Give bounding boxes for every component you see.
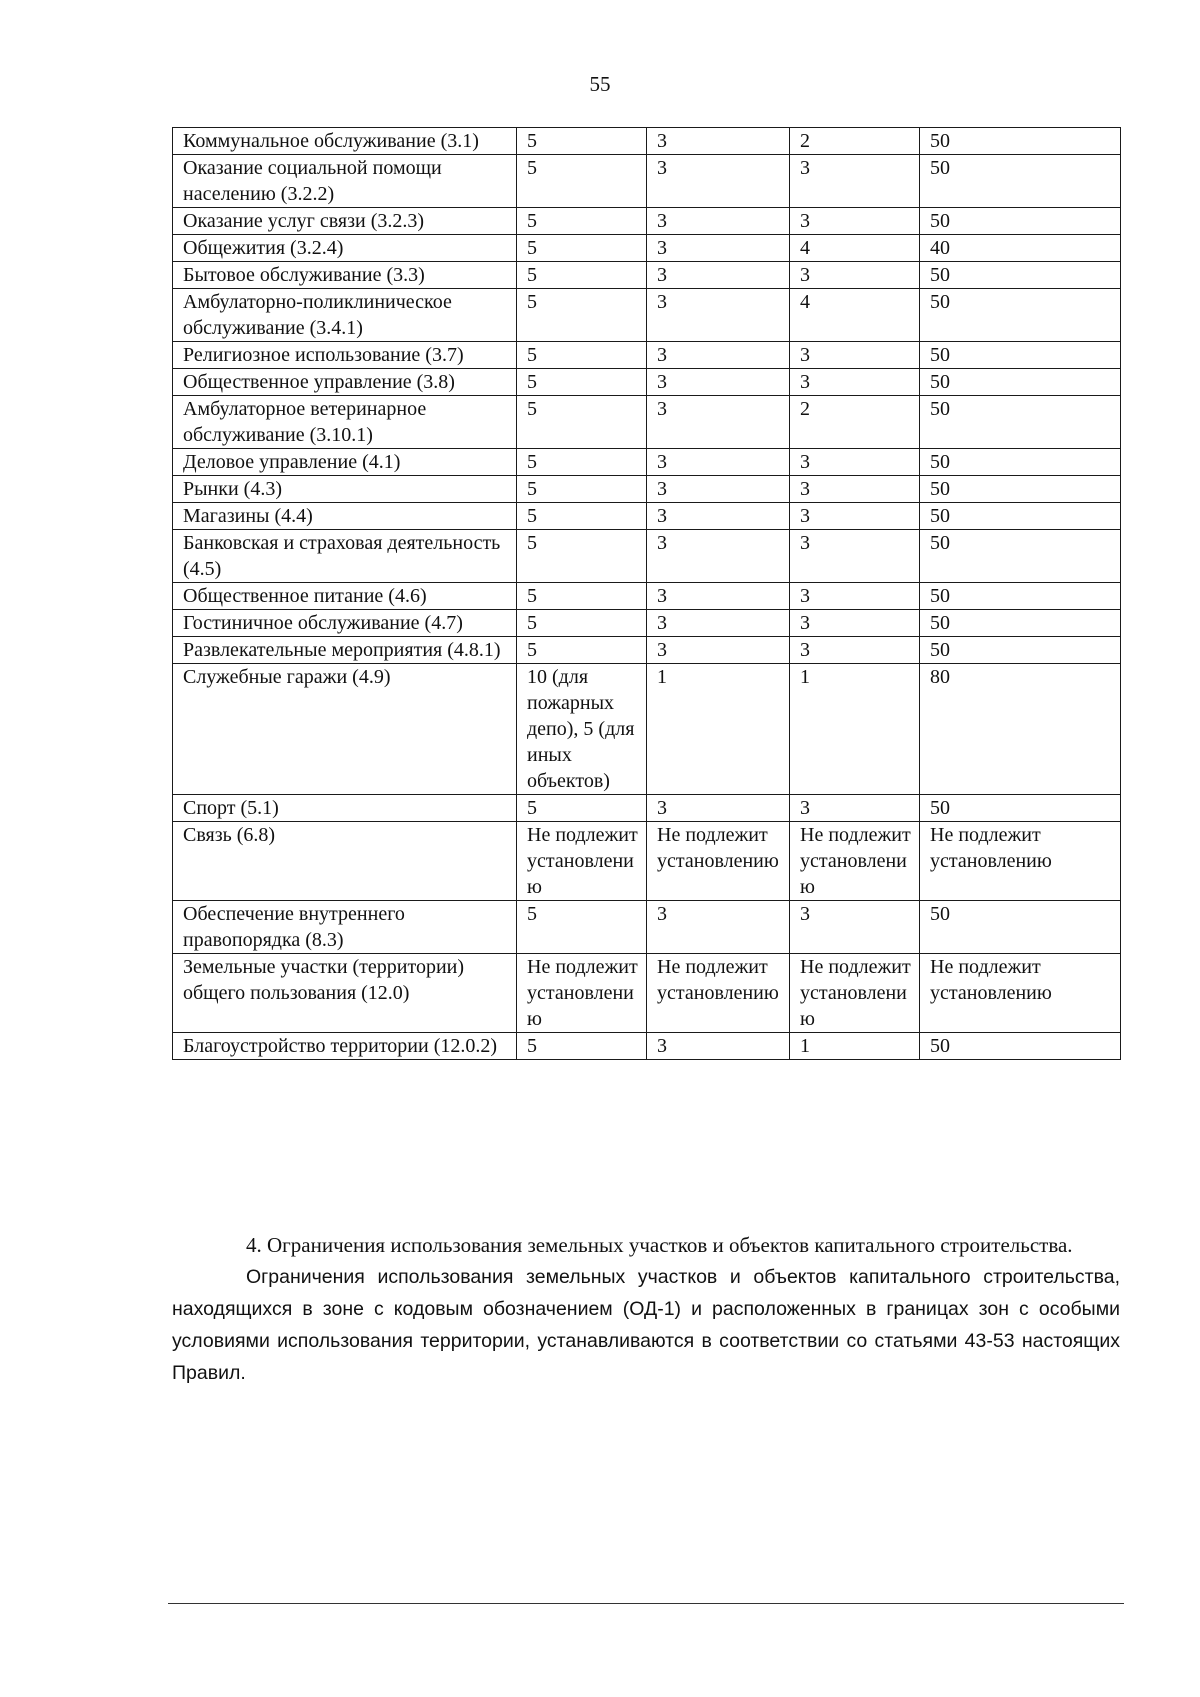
table-row: [173, 637, 1121, 664]
table-cell-value: 10 (для пожарных депо), 5 (для иных объектов): [517, 664, 647, 795]
table-cell-use-type: Земельные участки (территории) общего пользования (12.0): [173, 954, 517, 1033]
table-cell-value: 5: [517, 128, 647, 155]
table-cell-value: 3: [790, 610, 920, 637]
table-cell-value: 50: [920, 155, 1121, 208]
table-cell-use-type: Связь (6.8): [173, 822, 517, 901]
table-row: [173, 342, 1121, 369]
table-cell-value: 50: [920, 208, 1121, 235]
footer-divider: [168, 1603, 1124, 1604]
table-cell-use-type: Общежития (3.2.4): [173, 235, 517, 262]
table-cell-value: 5: [517, 503, 647, 530]
table-cell-use-type: Банковская и страховая деятельность (4.5): [173, 530, 517, 583]
table-row: [173, 128, 1121, 155]
table-cell-value: 50: [920, 795, 1121, 822]
table-row: [173, 476, 1121, 503]
table-cell-value: 5: [517, 530, 647, 583]
table-cell-value: 50: [920, 503, 1121, 530]
table-cell-value: 50: [920, 637, 1121, 664]
table-cell-value: 3: [647, 476, 790, 503]
table-cell-value: 5: [517, 369, 647, 396]
table-cell-value: 3: [790, 503, 920, 530]
table-cell-value: 50: [920, 530, 1121, 583]
table-cell-use-type: Оказание услуг связи (3.2.3): [173, 208, 517, 235]
table-cell-value: 3: [790, 208, 920, 235]
table-cell-value: 3: [647, 289, 790, 342]
table-cell-value: 5: [517, 155, 647, 208]
table-cell-value: 5: [517, 795, 647, 822]
table-cell-value: 80: [920, 664, 1121, 795]
table-cell-value: 3: [647, 901, 790, 954]
table-cell-value: 5: [517, 901, 647, 954]
table-row: [173, 235, 1121, 262]
table-row: [173, 449, 1121, 476]
table-cell-use-type: Религиозное использование (3.7): [173, 342, 517, 369]
table-cell-value: 3: [790, 583, 920, 610]
table-row: [173, 822, 1121, 901]
table-cell-value: 5: [517, 610, 647, 637]
table-cell-value: 5: [517, 208, 647, 235]
table-cell-use-type: Рынки (4.3): [173, 476, 517, 503]
table-cell-value: 50: [920, 1033, 1121, 1060]
table-cell-value: 5: [517, 396, 647, 449]
section-paragraph: Ограничения использования земельных участков и объектов капитального строительства, находящихся в зоне с кодовым обозначением (ОД-1) и расположенных в границах зон с особыми условиями использования территории, устанавливаются в соответствии со статьями 43-53 настоящих Правил.: [172, 1266, 1120, 1384]
table-cell-value: 1: [790, 664, 920, 795]
table-cell-use-type: Общественное управление (3.8): [173, 369, 517, 396]
table-cell-value: Не подлежит установлению: [790, 822, 920, 901]
table-cell-value: 3: [790, 342, 920, 369]
table-row: [173, 208, 1121, 235]
table-cell-value: 5: [517, 449, 647, 476]
table-cell-value: 50: [920, 583, 1121, 610]
table-cell-value: 50: [920, 901, 1121, 954]
table-cell-value: 3: [647, 235, 790, 262]
table-cell-value: 5: [517, 342, 647, 369]
table-cell-value: Не подлежит установлению: [647, 954, 790, 1033]
table-cell-value: 3: [647, 155, 790, 208]
table-cell-value: 3: [647, 449, 790, 476]
table-cell-use-type: Амбулаторно-поликлиническое обслуживание (3.4.1): [173, 289, 517, 342]
table-row: [173, 155, 1121, 208]
table-cell-value: Не подлежит установлению: [647, 822, 790, 901]
table-row: [173, 369, 1121, 396]
table-cell-value: 50: [920, 396, 1121, 449]
table-cell-value: 4: [790, 289, 920, 342]
table-cell-value: 50: [920, 610, 1121, 637]
table-cell-value: 3: [647, 795, 790, 822]
table-cell-use-type: Бытовое обслуживание (3.3): [173, 262, 517, 289]
table-row: [173, 954, 1121, 1033]
table-cell-value: 3: [647, 342, 790, 369]
table-cell-use-type: Оказание социальной помощи населению (3.2.2): [173, 155, 517, 208]
table-cell-use-type: Общественное питание (4.6): [173, 583, 517, 610]
table-row: [173, 530, 1121, 583]
table-cell-use-type: Амбулаторное ветеринарное обслуживание (3.10.1): [173, 396, 517, 449]
table-cell-value: 5: [517, 262, 647, 289]
table-row: [173, 289, 1121, 342]
section-heading: 4. Ограничения использования земельных участков и объектов капитального строительства.: [246, 1233, 1073, 1257]
table-row: [173, 503, 1121, 530]
table-cell-value: 3: [790, 476, 920, 503]
table-row: [173, 795, 1121, 822]
table-cell-value: 3: [790, 262, 920, 289]
table-cell-value: 5: [517, 235, 647, 262]
table-cell-use-type: Гостиничное обслуживание (4.7): [173, 610, 517, 637]
table-cell-value: 50: [920, 289, 1121, 342]
table-cell-value: 3: [647, 503, 790, 530]
table-cell-value: Не подлежит установлению: [517, 954, 647, 1033]
table-cell-use-type: Деловое управление (4.1): [173, 449, 517, 476]
table-cell-value: 50: [920, 262, 1121, 289]
table-cell-use-type: Служебные гаражи (4.9): [173, 664, 517, 795]
table-cell-value: 4: [790, 235, 920, 262]
table-body: [173, 128, 1121, 1060]
table-cell-value: 3: [790, 449, 920, 476]
table-cell-value: 50: [920, 128, 1121, 155]
parameters-table: [172, 127, 1120, 1060]
table-cell-value: Не подлежит установлению: [790, 954, 920, 1033]
table-row: [173, 583, 1121, 610]
table-cell-value: 3: [647, 637, 790, 664]
table-cell-value: 5: [517, 476, 647, 503]
table-cell-value: Не подлежит установлению: [517, 822, 647, 901]
table-row: [173, 1033, 1121, 1060]
table-cell-value: 3: [647, 128, 790, 155]
table-row: [173, 664, 1121, 795]
table-cell-value: 3: [647, 1033, 790, 1060]
table-cell-value: 2: [790, 396, 920, 449]
table-cell-value: 2: [790, 128, 920, 155]
table-cell-value: 3: [790, 369, 920, 396]
table-cell-value: 3: [790, 155, 920, 208]
table-cell-value: 5: [517, 637, 647, 664]
table-cell-value: 40: [920, 235, 1121, 262]
table-cell-value: Не подлежит установлению: [920, 954, 1121, 1033]
table-cell-use-type: Магазины (4.4): [173, 503, 517, 530]
table-cell-value: 3: [647, 208, 790, 235]
table-cell-use-type: Обеспечение внутреннего правопорядка (8.3): [173, 901, 517, 954]
table-cell-value: 50: [920, 476, 1121, 503]
table-cell-value: Не подлежит установлению: [920, 822, 1121, 901]
table-cell-value: 1: [790, 1033, 920, 1060]
table-cell-value: 3: [790, 901, 920, 954]
section-text: [172, 1229, 1120, 1389]
table-cell-value: 5: [517, 289, 647, 342]
table-cell-value: 3: [647, 396, 790, 449]
table-cell-value: 3: [647, 583, 790, 610]
table-cell-value: 3: [790, 795, 920, 822]
table-cell-use-type: Благоустройство территории (12.0.2): [173, 1033, 517, 1060]
table-cell-value: 3: [647, 530, 790, 583]
table-cell-value: 5: [517, 583, 647, 610]
table-cell-use-type: Коммунальное обслуживание (3.1): [173, 128, 517, 155]
table-cell-value: 5: [517, 1033, 647, 1060]
table-cell-use-type: Спорт (5.1): [173, 795, 517, 822]
table-cell-value: 3: [647, 369, 790, 396]
table-cell-use-type: Развлекательные мероприятия (4.8.1): [173, 637, 517, 664]
table-cell-value: 1: [647, 664, 790, 795]
table-cell-value: 3: [790, 637, 920, 664]
table-row: [173, 396, 1121, 449]
table-cell-value: 3: [647, 610, 790, 637]
page-number: 55: [589, 72, 611, 96]
table-row: [173, 262, 1121, 289]
table-cell-value: 3: [647, 262, 790, 289]
table-cell-value: 50: [920, 369, 1121, 396]
table-cell-value: 3: [790, 530, 920, 583]
table-row: [173, 901, 1121, 954]
table-cell-value: 50: [920, 342, 1121, 369]
table-cell-value: 50: [920, 449, 1121, 476]
table-row: [173, 610, 1121, 637]
